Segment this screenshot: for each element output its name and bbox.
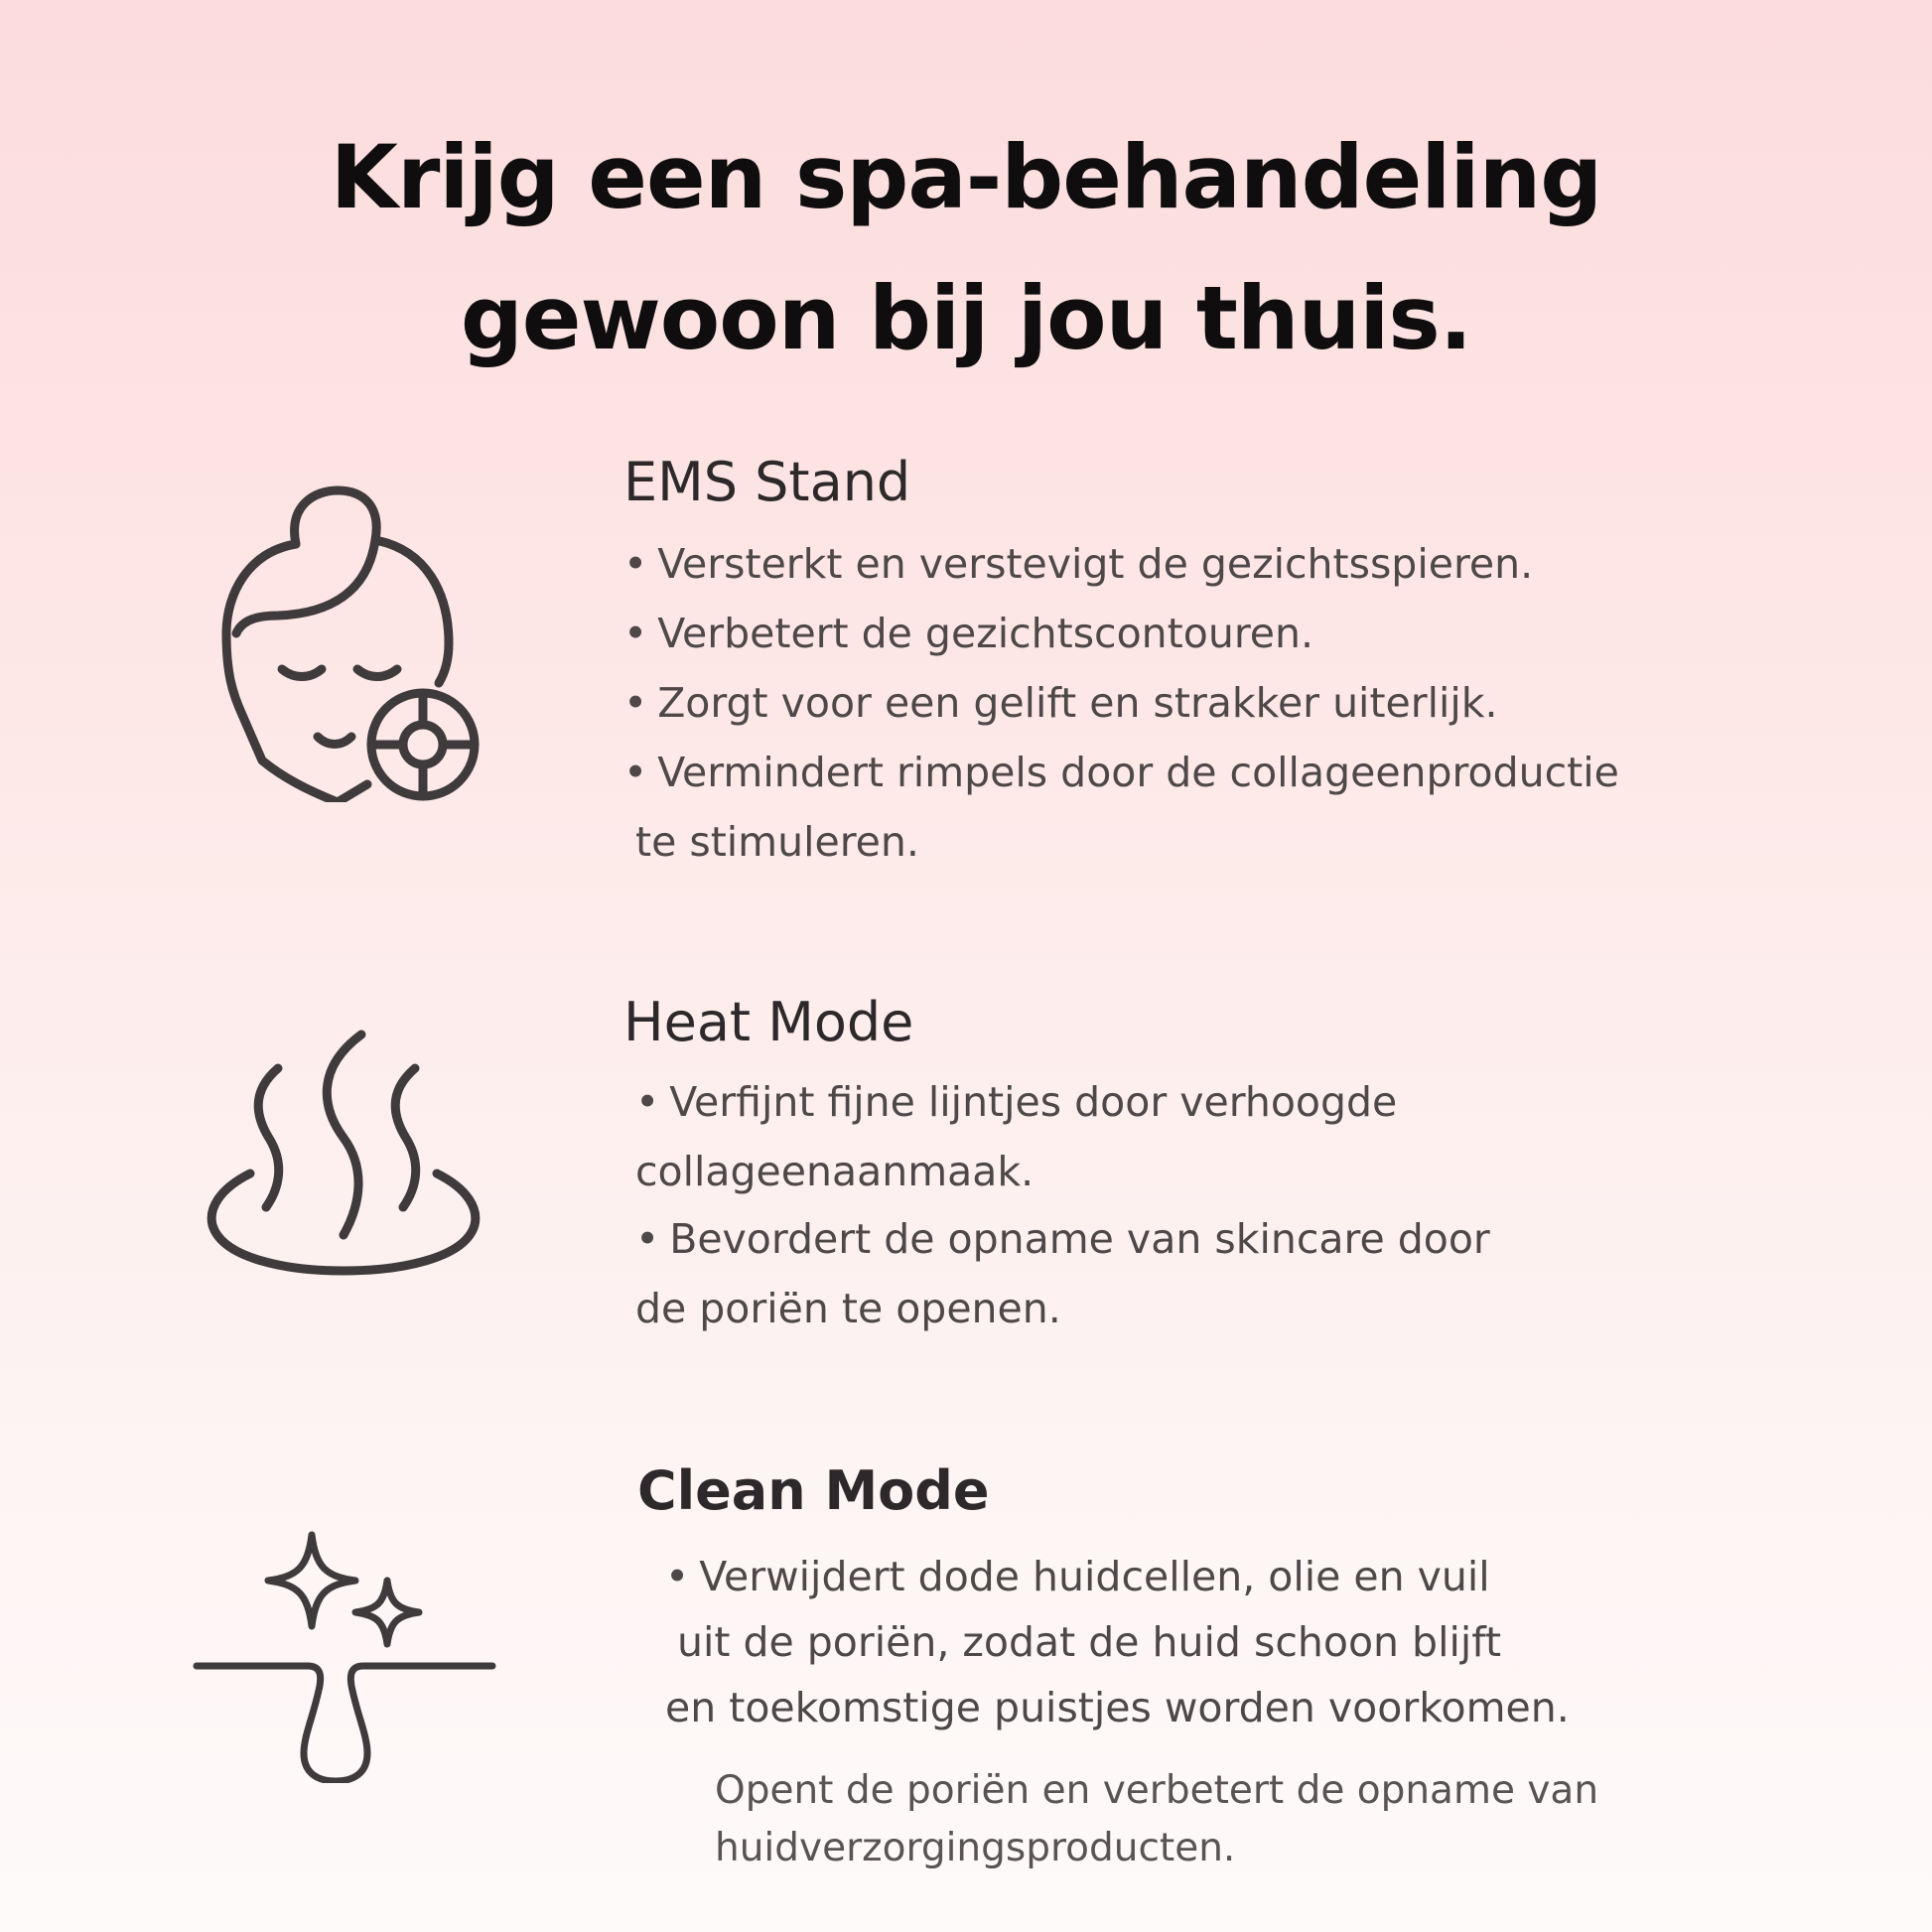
heat-benefit-1-continued: collageenaanmaak. [635, 1148, 1035, 1195]
bullet-dot: • [623, 610, 648, 657]
ems-benefit-4 [623, 749, 1619, 796]
clean-benefit-1-line-3: en toekomstige puistjes worden voorkomen. [665, 1684, 1570, 1731]
clean-benefit-1 [665, 1553, 1490, 1600]
ems-benefit-1 [623, 540, 1534, 588]
ems-benefit-3 [623, 679, 1498, 727]
ems-benefit-2-text: Verbetert de gezichtscontouren. [657, 610, 1314, 657]
heat-benefit-2-continued: de poriën te openen. [635, 1285, 1061, 1332]
section-title-heat: Heat Mode [623, 991, 914, 1053]
headline-line-1: Krijg een spa-behandeling [330, 126, 1602, 228]
bullet-dot: • [623, 749, 648, 796]
page-headline [0, 107, 1932, 389]
bullet-dot: • [623, 679, 648, 727]
bullet-dot: • [665, 1553, 690, 1600]
bullet-dot: • [635, 1215, 660, 1263]
clean-benefit-1-line-2: uit de poriën, zodat de huid schoon blijft [677, 1618, 1502, 1666]
ems-benefit-1-text: Versterkt en verstevigt de gezichtsspieren. [657, 540, 1534, 588]
ems-benefit-4-continued: te stimuleren. [635, 818, 919, 866]
face-massage-icon [218, 484, 486, 802]
heat-benefit-1-text: Verfijnt fijne lijntjes door verhoogde [669, 1078, 1398, 1126]
ems-benefit-2 [623, 610, 1314, 657]
headline-line-2: gewoon bij jou thuis. [460, 267, 1472, 369]
clean-benefit-2-continued: huidverzorgingsproducten. [715, 1826, 1236, 1870]
steam-heat-icon [205, 1029, 483, 1277]
heat-benefit-2 [635, 1215, 1490, 1263]
ems-benefit-4-text: Vermindert rimpels door de collageenproductie [657, 749, 1619, 796]
sparkle-pore-icon [193, 1529, 496, 1783]
bullet-dot: • [635, 1078, 660, 1126]
heat-benefit-1 [635, 1078, 1398, 1126]
clean-benefit-2: Opent de poriën en verbetert de opname van [715, 1768, 1599, 1813]
ems-benefit-3-text: Zorgt voor een gelift en strakker uiterlijk. [657, 679, 1498, 727]
section-title-ems: EMS Stand [623, 451, 911, 513]
section-title-clean: Clean Mode [637, 1459, 990, 1522]
heat-benefit-2-text: Bevordert de opname van skincare door [669, 1215, 1490, 1263]
clean-benefit-1-text: Verwijdert dode huidcellen, olie en vuil [699, 1553, 1490, 1600]
bullet-dot: • [623, 540, 648, 588]
